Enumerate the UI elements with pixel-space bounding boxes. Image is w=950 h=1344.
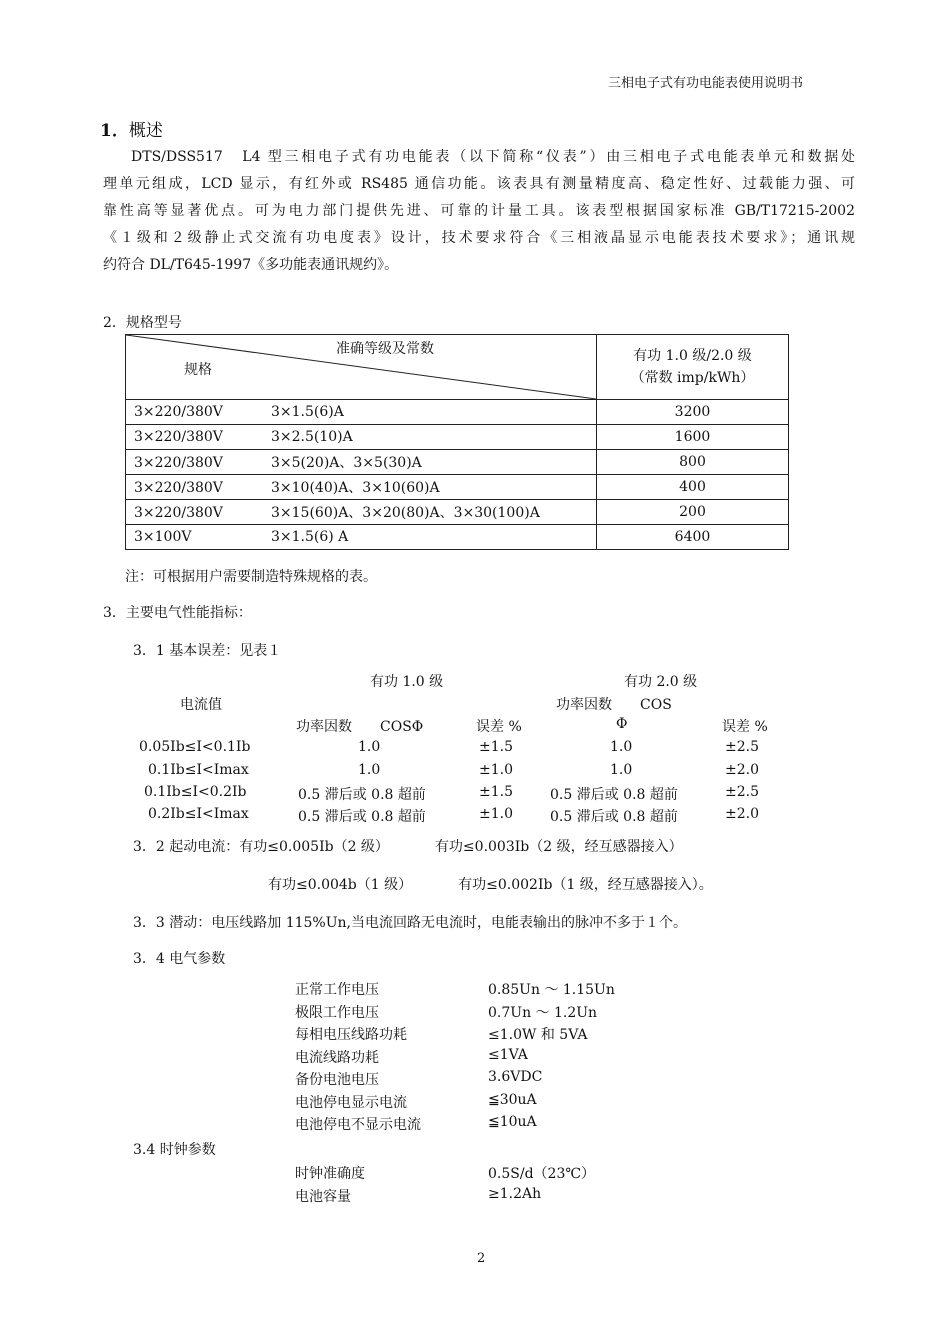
current-value-label: 电流值 xyxy=(180,697,222,713)
param-name: 时钟准确度 xyxy=(295,1166,365,1182)
spec-cell xyxy=(126,425,597,450)
class-2-heading: 有功 2.0 级 xyxy=(624,674,698,690)
pf1: 0.5 滞后或 0.8 超前 xyxy=(298,787,426,803)
current: 3×10(40)A、3×10(60)A xyxy=(271,480,440,496)
param-value: 3.6VDC xyxy=(488,1069,543,1085)
err1: ±1.5 xyxy=(479,739,513,755)
table-row xyxy=(126,500,789,525)
spec-header-constant xyxy=(597,335,789,400)
pf2: 1.0 xyxy=(610,762,633,778)
spec-cell xyxy=(126,525,597,550)
range: 0.1Ib≤I<0.2Ib xyxy=(144,784,247,800)
voltage: 3×220/380V xyxy=(134,505,223,521)
param-name: 电池停电不显示电流 xyxy=(295,1117,421,1133)
overview-paragraph xyxy=(103,144,855,279)
param-value: ≥1.2Ah xyxy=(488,1186,542,1202)
constant: 200 xyxy=(597,500,789,525)
voltage: 3×220/380V xyxy=(134,455,223,471)
pf-label-class1: 功率因数 COSΦ xyxy=(296,719,424,735)
range: 0.05Ib≤I<0.1Ib xyxy=(139,739,251,755)
error-label-class2: 误差 % xyxy=(722,719,768,735)
spec-header-spec: 规格 xyxy=(184,362,212,378)
pf2: 0.5 滞后或 0.8 超前 xyxy=(550,809,678,825)
spec-cell xyxy=(126,450,597,475)
spec-cell xyxy=(126,400,597,425)
constant: 1600 xyxy=(597,425,789,450)
voltage: 3×220/380V xyxy=(134,429,223,445)
pf-label-class2: 功率因数 COS xyxy=(556,697,672,713)
param-value: ≤1.0W 和 5VA xyxy=(488,1027,588,1043)
error-label-class1: 误差 % xyxy=(476,719,522,735)
range: 0.1Ib≤I<Imax xyxy=(148,762,249,778)
table-row xyxy=(126,475,789,500)
current: 3×1.5(6) A xyxy=(271,529,349,545)
table-row xyxy=(126,400,789,425)
start-current-a1: 有功≤0.005Ib（2 级） xyxy=(239,839,389,855)
err2: ±2.0 xyxy=(725,762,759,778)
class-1-heading: 有功 1.0 级 xyxy=(370,674,444,690)
section-3-2-label: 3．2 起动电流： xyxy=(133,839,240,855)
voltage: 3×220/380V xyxy=(134,480,223,496)
constant: 3200 xyxy=(597,400,789,425)
running-header: 三相电子式有功电能表使用说明书 xyxy=(607,76,803,91)
pf1: 1.0 xyxy=(358,739,381,755)
param-name: 电流线路功耗 xyxy=(295,1050,379,1066)
start-current-a2: 有功≤0.003Ib（2 级，经互感器接入） xyxy=(434,839,683,855)
param-value: ≤1VA xyxy=(488,1047,528,1063)
param-value: ≦10uA xyxy=(488,1114,537,1130)
voltage: 3×100V xyxy=(134,529,192,545)
param-name: 备份电池电压 xyxy=(295,1072,379,1088)
pf1: 0.5 滞后或 0.8 超前 xyxy=(298,809,426,825)
param-name: 正常工作电压 xyxy=(295,982,379,998)
table-row xyxy=(126,525,789,550)
section-1-number: 1． xyxy=(100,121,129,141)
err1: ±1.0 xyxy=(479,762,513,778)
voltage: 3×220/380V xyxy=(134,404,223,420)
current: 3×2.5(10)A xyxy=(271,429,353,445)
page-number: 2 xyxy=(477,1251,486,1266)
current: 3×15(60)A、3×20(80)A、3×30(100)A xyxy=(271,505,540,521)
param-value: 0.7Un ～ 1.2Un xyxy=(488,1005,598,1021)
param-name: 每相电压线路功耗 xyxy=(295,1027,407,1043)
spec-cell xyxy=(126,500,597,525)
param-value: 0.85Un ～ 1.15Un xyxy=(488,982,615,998)
range: 0.2Ib≤I<Imax xyxy=(148,806,249,822)
section-3-2-line2 xyxy=(268,874,713,894)
constant: 6400 xyxy=(597,525,789,550)
spec-header-constant-line2: （常数 imp/kWh） xyxy=(630,370,755,386)
err2: ±2.5 xyxy=(725,739,759,755)
pf2: 1.0 xyxy=(610,739,633,755)
param-name: 极限工作电压 xyxy=(295,1005,379,1021)
param-name: 电池容量 xyxy=(295,1189,351,1205)
overview-line: 靠性高等显著优点。可为电力部门提供先进、可靠的计量工具。该表型根据国家标准 GB/T17215-2002 xyxy=(103,203,855,219)
clock-params-heading: 3.4 时钟参数 xyxy=(133,1142,216,1158)
spec-header-diagonal-cell xyxy=(126,335,597,400)
param-value: 0.5S/d（23℃） xyxy=(488,1166,596,1182)
param-value: ≦30uA xyxy=(488,1092,537,1108)
overview-line: 理单元组成，LCD 显示，有红外或 RS485 通信功能。该表具有测量精度高、稳定性好、过载能力强、可 xyxy=(103,176,855,192)
section-3-1-heading: 3．1 基本误差：见表１ xyxy=(133,643,282,659)
table-row xyxy=(126,425,789,450)
section-1-title: 概述 xyxy=(128,121,163,141)
section-1-heading xyxy=(100,116,163,141)
spec-header-constant-line1: 有功 1.0 级/2.0 级 xyxy=(633,348,752,364)
constant: 400 xyxy=(597,475,789,500)
param-name: 电池停电显示电流 xyxy=(295,1095,407,1111)
err1: ±1.5 xyxy=(479,784,513,800)
section-3-2-line1 xyxy=(133,836,683,856)
constant: 800 xyxy=(597,450,789,475)
table-note: 注：可根据用户需要制造特殊规格的表。 xyxy=(125,569,377,585)
spec-table xyxy=(125,334,789,550)
section-3-heading: 3．主要电气性能指标： xyxy=(103,605,252,621)
current: 3×5(20)A、3×5(30)A xyxy=(271,455,422,471)
overview-line: 约符合 DL/T645-1997《多功能表通讯规约》。 xyxy=(103,257,399,273)
section-3-4-heading: 3．4 电气参数 xyxy=(133,951,226,967)
err2: ±2.5 xyxy=(725,784,759,800)
start-current-b1: 有功≤0.004b（1 级） xyxy=(268,877,413,893)
section-3-3: 3．3 潜动：电压线路加 115%Un,当电流回路无电流时，电能表输出的脉冲不多于１个。 xyxy=(133,915,688,931)
overview-line: DTS/DSS517 L4 型三相电子式有功电能表（以下简称“仪表”）由三相电子式电能表单元和数据处 xyxy=(131,149,855,165)
err1: ±1.0 xyxy=(479,806,513,822)
pf-label-class2-phi: Φ xyxy=(616,716,628,732)
pf1: 1.0 xyxy=(358,762,381,778)
start-current-b2: 有功≤0.002Ib（1 级，经互感器接入）。 xyxy=(458,877,713,893)
section-2-heading: 2．规格型号 xyxy=(103,315,182,331)
current: 3×1.5(6)A xyxy=(271,404,344,420)
pf2: 0.5 滞后或 0.8 超前 xyxy=(550,787,678,803)
err2: ±2.0 xyxy=(725,806,759,822)
spec-cell xyxy=(126,475,597,500)
spec-header-accuracy: 准确等级及常数 xyxy=(336,341,434,357)
overview-line: 《１级和２级静止式交流有功电度表》设计，技术要求符合《三相液晶显示电能表技术要求》；通讯规 xyxy=(103,230,855,246)
table-row xyxy=(126,450,789,475)
spec-table-header-row xyxy=(126,335,789,400)
